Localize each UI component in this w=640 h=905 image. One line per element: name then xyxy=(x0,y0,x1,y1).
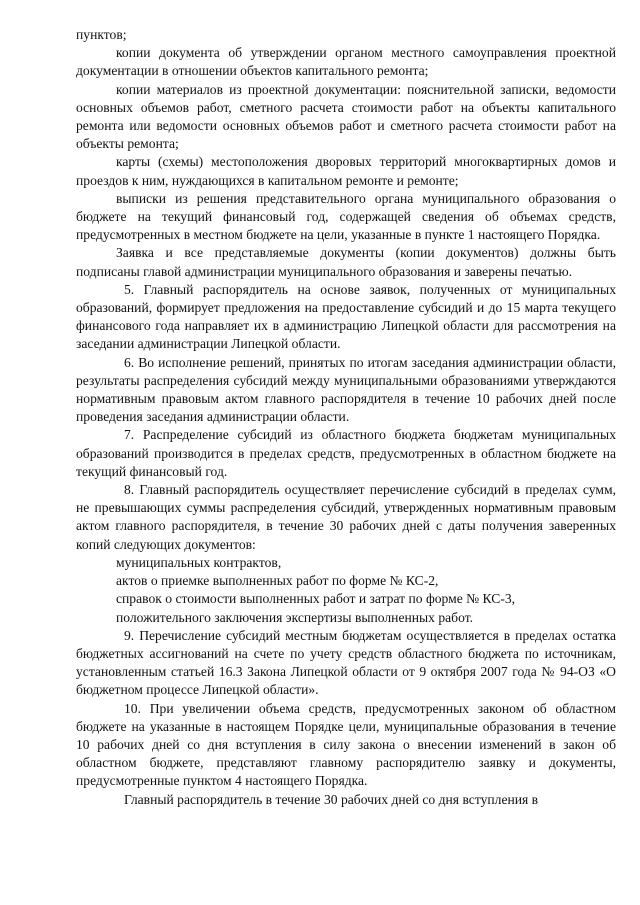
paragraph-budget-extract: выписки из решения представительного органа муниципального образования о бюджете на текущий финансовый год, содержащей сведения об объемах средств, предусмотренных в местном бюджете на цели, указанные в пункте 1 настоящего Порядка. xyxy=(76,190,616,243)
paragraph-item-7: 7. Распределение субсидий из областного бюджета бюджетам муниципальных образований производится в пределах средств, предусмотренных в областном бюджете на текущий финансовый год. xyxy=(76,427,616,479)
paragraph-project-materials: копии материалов из проектной документации: пояснительной записки, ведомости основных объемов работ, сметного расчета стоимости работ на объекты капитального ремонта или ведомости основных объемов работ и сметного расчета стоимости работ на объекты ремонта; xyxy=(76,81,616,152)
paragraph-item-9: 9. Перечисление субсидий местным бюджетам осуществляется в пределах остатка бюджетных ассигнований на счете по учету средств областного бюджета по источникам, установленным статьей 16.3 Закона Липецкой области от 9 октября 2007 года № 94-ОЗ «О бюджетном процессе Липецкой области». xyxy=(76,627,616,698)
paragraph-trailing: Главный распорядитель в течение 30 рабочих дней со дня вступления в xyxy=(124,791,539,807)
paragraph-application-signing: Заявка и все представляемые документы (копии документов) должны быть подписаны главой администрации муниципального образования и заверены печатью. xyxy=(76,245,616,279)
paragraph-item-6: 6. Во исполнение решений, принятых по итогам заседания администрации области, результаты распределения субсидий между муниципальными образованиями утверждаются нормативным правовым актом главного распорядителя в течение 10 рабочих дней после проведения заседания администрации области. xyxy=(76,354,616,425)
paragraph-approval-copies: копии документа об утверждении органом местного самоуправления проектной документации в отношении объектов капитального ремонта; xyxy=(76,45,616,79)
list-item-ks3-certificates: справок о стоимости выполненных работ и затрат по форме № КС-3, xyxy=(116,591,516,607)
paragraph-item-5: 5. Главный распорядитель на основе заявок, полученных от муниципальных образований, формирует предложения на предоставление субсидий и до 15 марта текущего финансового года направляет их в администрацию Липецкой области для рассмотрения на заседании администрации Липецкой области. xyxy=(76,281,616,352)
paragraph-item-8: 8. Главный распорядитель осуществляет перечисление субсидий в пределах сумм, не превышающих суммы распределения субсидий, утвержденных нормативным правовым актом главного распорядителя, в течение 30 рабочих дней с даты получения заверенных копий следующих документов: xyxy=(76,482,616,552)
list-item-contracts: муниципальных контрактов, xyxy=(116,554,282,570)
document-page xyxy=(76,26,616,809)
list-item-ks2-acts: актов о приемке выполненных работ по форме № КС-2, xyxy=(116,573,439,589)
list-item-expert-conclusion: положительного заключения экспертизы выполненных работ. xyxy=(116,609,474,625)
paragraph-location-maps: карты (схемы) местоположения дворовых территорий многоквартирных домов и проездов к ним, нуждающихся в капитальном ремонте и ремонте; xyxy=(76,154,616,188)
paragraph-item-10: 10. При увеличении объема средств, предусмотренных законом об областном бюджете на указанные в настоящем Порядке цели, муниципальные образования в течение 10 рабочих дней со дня вступления в силу закона о внесении изменений в закон об областном бюджете, представляют главному распорядителю заявку и документы, предусмотренные пунктом 4 настоящего Порядка. xyxy=(76,700,616,789)
paragraph-continuation: пунктов; xyxy=(76,27,127,42)
